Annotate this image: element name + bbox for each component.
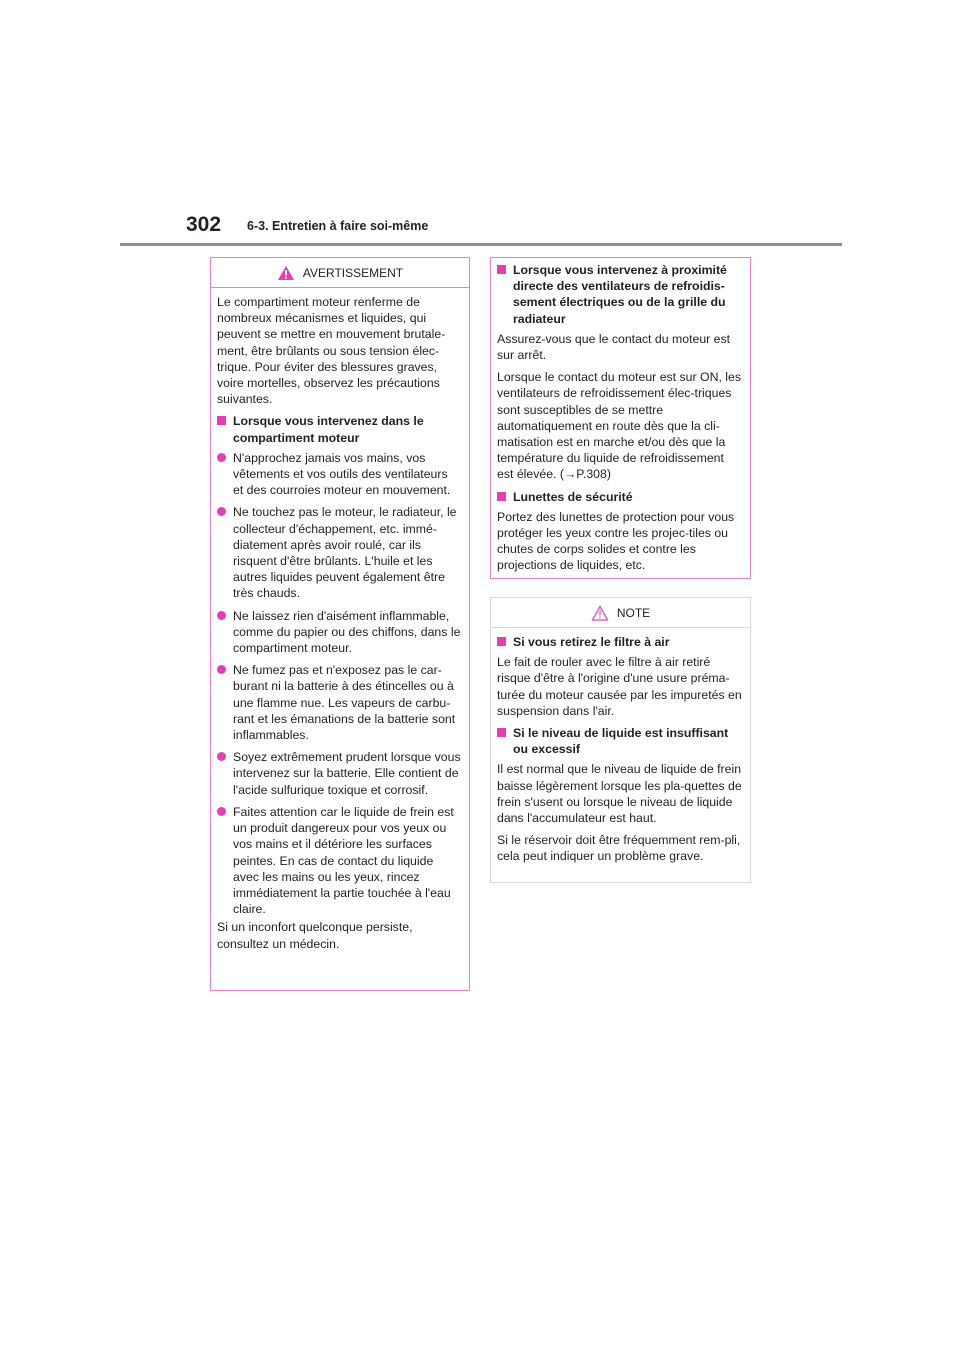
warning-cont-para: Lorsque le contact du moteur est sur ON, les ventilateurs de refroidissement élec-triques sont susceptibles de se mettre automatiquement en route dès que la cli-matisation est en marche et/ou dès que la température du liquide de refroidissement est élevée. (→P.308) bbox=[497, 370, 742, 482]
note-heading bbox=[497, 634, 742, 650]
list-item bbox=[217, 504, 461, 601]
circle-bullet-icon bbox=[217, 804, 233, 917]
note-box bbox=[490, 597, 751, 883]
list-item-text: Ne fumez pas et n'exposez pas le car-burant ni la batterie à des étincelles ou à une flamme nue. Les vapeurs de carbu-rant et les émanations de la batterie sont inflammables. bbox=[233, 663, 456, 743]
list-item bbox=[217, 749, 461, 798]
warning-heading-text: Lorsque vous intervenez dans le compartiment moteur bbox=[233, 414, 424, 445]
circle-bullet-icon bbox=[217, 450, 233, 499]
circle-bullet-icon bbox=[217, 749, 233, 798]
circle-bullet-icon bbox=[217, 504, 233, 601]
list-item bbox=[217, 608, 461, 657]
warning-cont-heading bbox=[497, 489, 742, 505]
list-item-text: Ne touchez pas le moteur, le radiateur, le collecteur d'échappement, etc. immé-diatement après avoir roulé, car ils risquent d'être brûlants. L'huile et les autres liquides peuvent également être très chauds. bbox=[233, 505, 457, 601]
list-item bbox=[217, 804, 461, 917]
note-para: Il est normal que le niveau de liquide de frein baisse légèrement lorsque les pla-quettes de frein s'usent ou lorsque le niveau de liquide dans l'accumulateur est haut. bbox=[497, 762, 742, 826]
note-heading-text: Si le niveau de liquide est insuffisant ou excessif bbox=[513, 726, 729, 757]
note-heading bbox=[497, 725, 742, 757]
circle-bullet-icon bbox=[217, 662, 233, 743]
note-box-body bbox=[491, 628, 750, 877]
warning-triangle-icon bbox=[277, 265, 295, 281]
section-title: 6-3. Entretien à faire soi-même bbox=[247, 219, 429, 233]
note-heading-text: Si vous retirez le filtre à air bbox=[513, 635, 670, 649]
warning-cont-para: Assurez-vous que le contact du moteur est sur arrêt. bbox=[497, 331, 731, 363]
warning-box-header bbox=[211, 258, 469, 288]
warning-box-body bbox=[211, 288, 469, 964]
page-number: 302 bbox=[186, 213, 222, 236]
header-divider bbox=[120, 243, 842, 246]
caution-triangle-icon bbox=[591, 605, 609, 621]
warning-cont-heading-text: Lunettes de sécurité bbox=[513, 489, 633, 504]
square-bullet-icon bbox=[497, 725, 513, 757]
list-item-text: Soyez extrêmement prudent lorsque vous intervenez sur la batterie. Elle contient de l'acide sulfurique toxique et corrosif. bbox=[233, 750, 461, 797]
warning-box bbox=[210, 257, 470, 991]
square-bullet-icon bbox=[497, 262, 513, 327]
warning-cont-heading-text: Lorsque vous intervenez à proximité directe des ventilateurs de refroidis-sement électriques ou de la grille du radiateur bbox=[513, 263, 727, 326]
square-bullet-icon bbox=[497, 489, 513, 505]
warning-box-continued bbox=[490, 257, 751, 579]
list-item bbox=[217, 450, 461, 499]
list-item bbox=[217, 662, 461, 743]
warning-cont-para: Portez des lunettes de protection pour vous protéger les yeux contre les projec-tiles ou chutes de corps solides et contre les projections de liquides, etc. bbox=[497, 509, 735, 573]
warning-closing: Si un inconfort quelconque persiste, consultez un médecin. bbox=[217, 920, 413, 951]
square-bullet-icon bbox=[217, 413, 233, 445]
list-item-text: N'approchez jamais vos mains, vos vêtements et vos outils des ventilateurs et des courroies moteur en mouvement. bbox=[233, 450, 451, 498]
note-box-title: NOTE bbox=[616, 605, 651, 620]
note-para: Le fait de rouler avec le filtre à air retiré risque d'être à l'origine d'une usure préma-turée du moteur causée par les impuretés en suspension dans l'air. bbox=[497, 655, 742, 718]
warning-intro: Le compartiment moteur renferme de nombreux mécanismes et liquides, qui peuvent se mettre en mouvement brutale-ment, être brûlants ou sous tension élec-trique. Pour éviter des blessures graves, voire mortelles, observez les précautions suivantes. bbox=[217, 295, 446, 407]
list-item-text: Faites attention car le liquide de frein est un produit dangereux pour vos yeux ou vos mains et il détériore les surfaces peintes. En cas de contact du liquide avec les mains ou les yeux, rincez immédiatement la partie touchée à l'eau claire. bbox=[233, 804, 454, 917]
list-item-text: Ne laissez rien d'aisément inflammable, comme du papier ou des chiffons, dans le compartiment moteur. bbox=[233, 608, 461, 656]
warning-box-title: AVERTISSEMENT bbox=[302, 265, 404, 280]
warning-cont-heading bbox=[497, 262, 742, 327]
warning-cont-body bbox=[491, 258, 750, 586]
square-bullet-icon bbox=[497, 634, 513, 650]
circle-bullet-icon bbox=[217, 608, 233, 657]
note-para: Si le réservoir doit être fréquemment rem-pli, cela peut indiquer un problème grave. bbox=[497, 833, 741, 864]
warning-heading bbox=[217, 413, 461, 445]
note-box-header bbox=[491, 598, 750, 628]
